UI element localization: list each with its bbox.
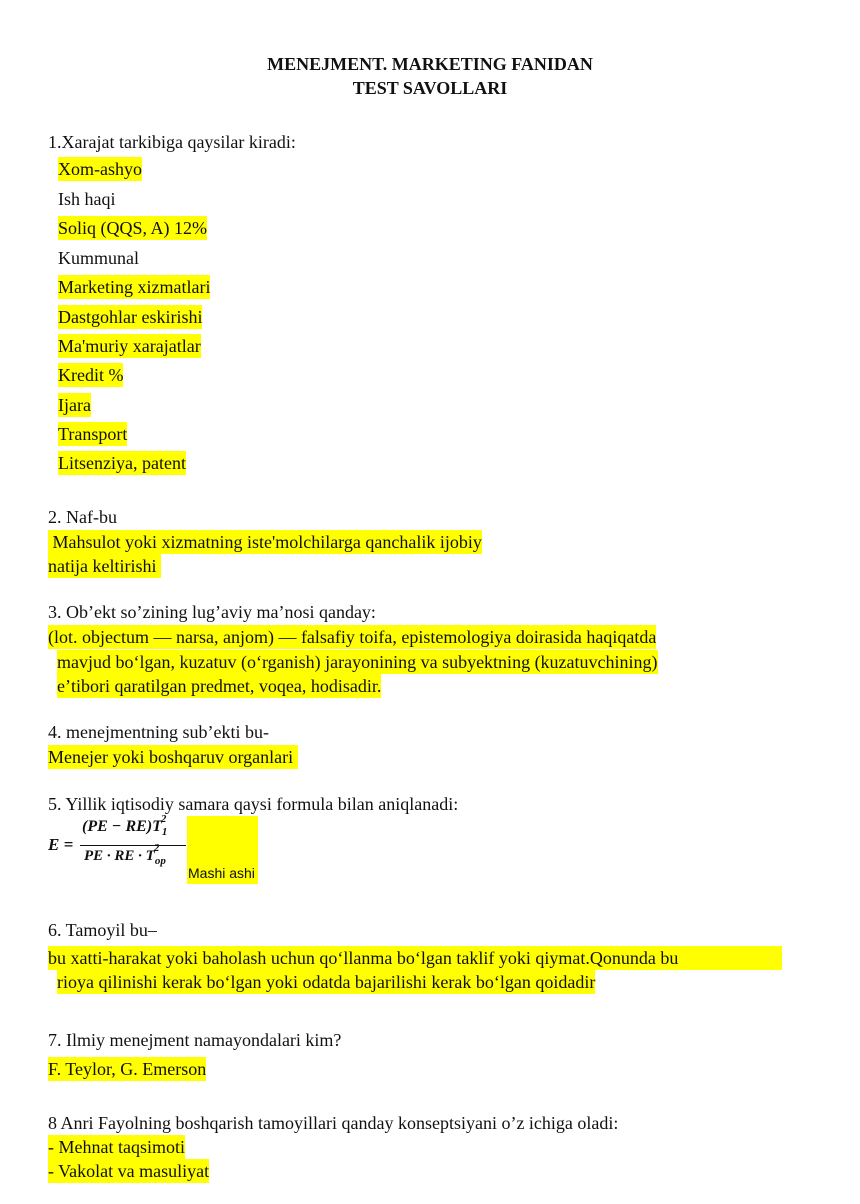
formula-numerator: $(PE - RE)T_1$ 2 [82, 813, 168, 839]
formula-fraction-bar [80, 845, 186, 846]
answer-3-line: (lot. objectum — narsa, anjom) — falsafiy toifa, epistemologiya doirasida haqiqatda [48, 627, 657, 647]
answer-8-item: - Vakolat va masuliyat [48, 1161, 210, 1181]
formula-denominator: PE · RE · $T_{op}$ 2 [84, 842, 166, 867]
question-1: 1.Xarajat tarkibiga qaysilar kiradi: [48, 132, 296, 152]
question-7: 7. Ilmiy menejment namayondalari kim? [48, 1030, 342, 1050]
answer-5: Mashi ashi [188, 865, 255, 881]
answer-1-item: Marketing xizmatlari [58, 277, 211, 297]
document-title-line1: MENEJMENT. MARKETING FANIDAN [267, 54, 593, 74]
question-5: 5. Yillik iqtisodiy samara qaysi formula bilan aniqlanadi: [48, 794, 459, 814]
answer-1-item: Litsenziya, patent [58, 453, 186, 473]
answer-1-item: Kummunal [58, 248, 139, 268]
answer-3-line: mavjud boʻlgan, kuzatuv (oʻrganish) jarayonining va subyektning (kuzatuvchining) [57, 652, 658, 672]
answer-1-item: Kredit % [58, 365, 124, 385]
answer-1-item: Dastgohlar eskirishi [58, 307, 203, 327]
answer-7: F. Teylor, G. Emerson [48, 1059, 207, 1079]
answer-2-line: Mahsulot yoki xizmatning iste'molchilarga qanchalik ijobiy [48, 532, 482, 552]
answer-4: Menejer yoki boshqaruv organlari [48, 747, 298, 767]
answer-1-item: Xom-ashyo [58, 159, 142, 179]
efficiency-formula [48, 813, 188, 878]
answer-2-line: natija keltirishi [48, 556, 161, 576]
answer-1-item: Ma'muriy xarajatlar [58, 336, 201, 356]
answer-8-item: - Mehnat taqsimoti [48, 1137, 185, 1157]
answer-1-item: Soliq (QQS, A) 12% [58, 218, 208, 238]
question-2: 2. Naf-bu [48, 507, 117, 527]
question-3: 3. Ob’ekt so’zining lug’aviy ma’nosi qanday: [48, 602, 376, 622]
answer-6-line: rioya qilinishi kerak boʻlgan yoki odatda bajarilishi kerak boʻlgan qoidadir [57, 972, 596, 992]
answer-3-line: eʼtibori qaratilgan predmet, voqea, hodisadir. [57, 676, 382, 696]
answer-1-item: Ijara [58, 395, 91, 415]
question-4: 4. menejmentning sub’ekti bu- [48, 722, 269, 742]
answer-1-item: Ish haqi [58, 189, 116, 209]
document-title-line2: TEST SAVOLLARI [352, 78, 508, 98]
question-6: 6. Tamoyil bu– [48, 920, 157, 940]
question-8: 8 Anri Fayolning boshqarish tamoyillari qanday konseptsiyani o’z ichiga oladi: [48, 1113, 619, 1133]
answer-6-line: bu xatti-harakat yoki baholash uchun qoʻllanma boʻlgan taklif yoki qiymat.Qonunda bu [48, 946, 782, 970]
formula-lhs: E = [48, 835, 74, 854]
answer-1-item: Transport [58, 424, 128, 444]
